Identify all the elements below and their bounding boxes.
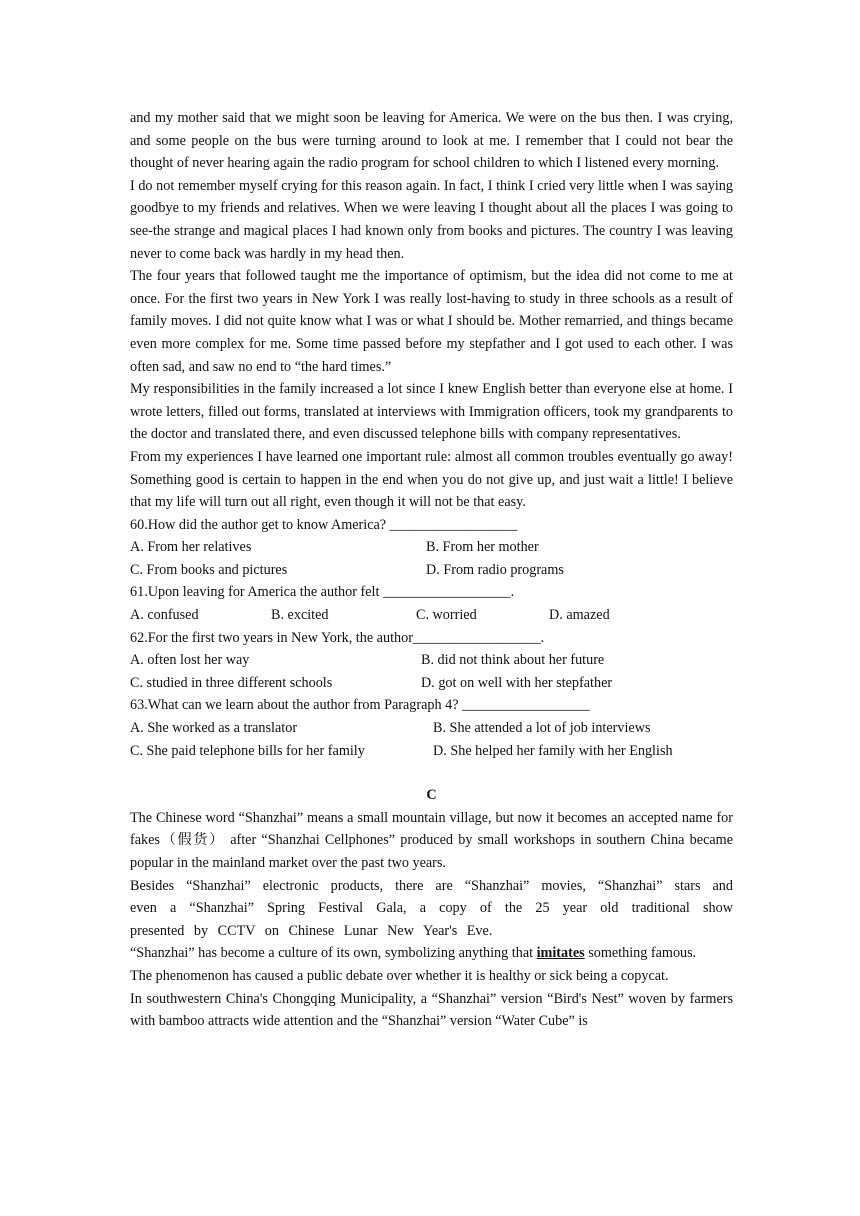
option-c: C. worried xyxy=(416,607,477,624)
paragraph: Besides “Shanzhai” electronic products, there are “Shanzhai” movies, “Shanzhai” stars and even a “Shanzhai” Spring Festival Gala, a copy of the 25 year old traditional show presented by CCTV on Chinese Lunar New Year's Eve. xyxy=(130,877,733,939)
option-a: A. She worked as a translator xyxy=(130,720,298,737)
paragraph: and my mother said that we might soon be leaving for America. We were on the bus then. I was crying, and some people on the bus were turning around to look at me. I remember that I could not bear the thought of never hearing again the radio program for school children to which I listened every morning. xyxy=(130,110,733,172)
section-title: C xyxy=(426,787,437,804)
options-62 xyxy=(130,672,733,695)
option-b: B. From her mother xyxy=(426,539,539,556)
options-60 xyxy=(130,559,733,582)
options-62 xyxy=(130,649,733,672)
option-c: C. She paid telephone bills for her family xyxy=(130,742,365,759)
paragraph xyxy=(130,942,733,965)
option-c: C. From books and pictures xyxy=(130,561,288,578)
paragraph: In southwestern China's Chongqing Municipality, a “Shanzhai” version “Bird's Nest” woven by farmers with bamboo attracts wide attention and the “Shanzhai” version “Water Cube” is xyxy=(130,990,733,1030)
option-b: B. excited xyxy=(271,607,329,624)
paragraph: From my experiences I have learned one important rule: almost all common troubles eventually go away! Something good is certain to happen in the end when you do not give up, and just wait a little! I believe that my life will turn out all right, even though it will not be that easy. xyxy=(130,448,733,511)
question-62: 62.For the first two years in New York, the author__________________. xyxy=(130,629,545,646)
paragraph: The four years that followed taught me the importance of optimism, but the idea did not come to me at once. For the first two years in New York I was really lost-having to study in three schools as a result of family moves. I did not quite know what I was or what I should be. Mother remarried, and things became even more complex for me. Some time passed before my stepfather and I got used to each other. I was often sad, and saw no end to “the hard times.” xyxy=(130,268,733,375)
option-a: A. often lost her way xyxy=(130,652,250,669)
document-page xyxy=(130,107,733,1033)
option-a: A. From her relatives xyxy=(130,539,252,556)
question-60: 60.How did the author get to know America? __________________ xyxy=(130,516,518,533)
option-c: C. studied in three different schools xyxy=(130,674,333,691)
option-a: A. confused xyxy=(130,607,199,624)
question-63: 63.What can we learn about the author from Paragraph 4? __________________ xyxy=(130,697,590,714)
paragraph: The Chinese word “Shanzhai” means a small mountain village, but now it becomes an accepted name for fakes（假货） after “Shanzhai Cellphones” produced by small workshops in southern China became popular in the mainland market over the past two years. xyxy=(130,809,733,871)
option-d: D. She helped her family with her English xyxy=(433,742,673,759)
question-61: 61.Upon leaving for America the author felt __________________. xyxy=(130,584,515,601)
options-61 xyxy=(130,604,733,627)
options-60 xyxy=(130,536,733,559)
option-b: B. did not think about her future xyxy=(421,652,605,669)
paragraph: My responsibilities in the family increased a lot since I knew English better than everyone else at home. I wrote letters, filled out forms, translated at interviews with Immigration officers, took my grandparents to the doctor and translated there, and even discussed telephone bills with company representatives. xyxy=(130,381,733,443)
paragraph: I do not remember myself crying for this reason again. In fact, I think I cried very little when I was saying goodbye to my friends and relatives. When we were leaving I thought about all the places I was going to see-the strange and magical places I had known only from books and pictures. The country I was leaving never to come back was hardly in my head then. xyxy=(130,177,733,262)
options-63 xyxy=(130,740,733,763)
option-b: B. She attended a lot of job interviews xyxy=(433,720,651,737)
text-run: “Shanzhai” has become a culture of its own, symbolizing anything that xyxy=(130,945,537,962)
option-d: D. amazed xyxy=(549,607,610,624)
text-run: something famous. xyxy=(584,945,697,962)
option-d: D. From radio programs xyxy=(426,561,564,578)
option-d: D. got on well with her stepfather xyxy=(421,674,613,691)
options-63 xyxy=(130,717,733,740)
underlined-word: imitates xyxy=(536,945,585,962)
paragraph: The phenomenon has caused a public debate over whether it is healthy or sick being a copycat. xyxy=(130,967,669,984)
